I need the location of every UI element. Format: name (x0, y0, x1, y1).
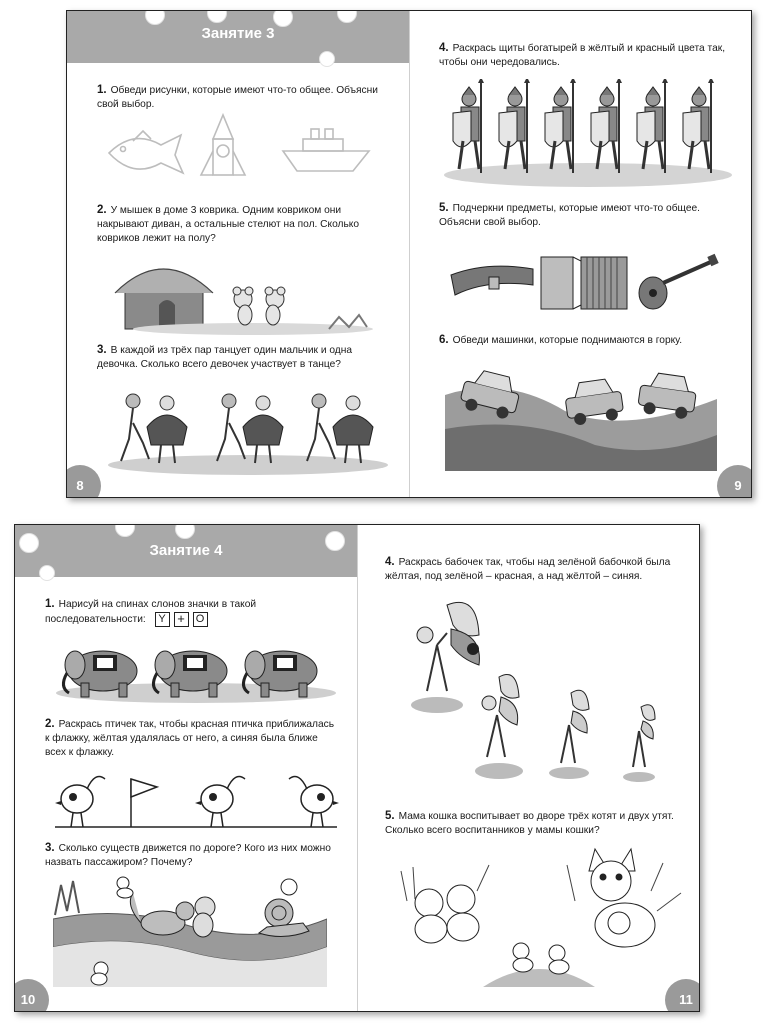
task-6 (439, 333, 729, 348)
lesson-title: Занятие 3 (201, 25, 275, 42)
page-fold (409, 11, 410, 497)
bird-icon (55, 777, 105, 827)
page-number-badge (14, 979, 49, 1012)
kitten-icon (401, 865, 489, 943)
task-4 (385, 555, 685, 584)
guitar-icon (639, 254, 719, 309)
task-3-illustration (53, 875, 327, 987)
task-number: 2. (97, 204, 107, 216)
task-text: Мама кошка воспитывает во дворе трёх котят и двух утят. Сколько всего воспитанников у мамы кошки? (385, 811, 674, 836)
task-1-illustration (51, 637, 341, 705)
task-3 (97, 343, 387, 372)
task-text: Обведи машинки, которые поднимаются в горку. (452, 335, 683, 346)
task-number: 1. (45, 598, 55, 610)
task-number: 5. (439, 202, 449, 214)
lesson-title: Занятие 4 (149, 542, 223, 559)
page-number: 11 (679, 992, 693, 1007)
butterfly-icon (549, 690, 589, 779)
butterfly-icon (623, 705, 655, 782)
task-5 (439, 201, 729, 230)
task-text: У мышек в доме 3 коврика. Одним ковриком они накрывают диван, а остальные стелют на пол. Сколько ковриков лежит на полу? (97, 205, 360, 244)
page-number-badge (717, 465, 752, 498)
task-1 (97, 83, 387, 112)
grass-icon (55, 881, 79, 915)
rocket-tower-outline-icon (201, 115, 245, 175)
task-2-illustration (51, 765, 341, 833)
task-2-illustration (103, 249, 393, 335)
task-5 (385, 809, 685, 838)
task-1 (45, 597, 335, 627)
page-fold (357, 525, 358, 1011)
task-text: Подчеркни предметы, которые имеют что-то общее. Объясни свой выбор. (439, 203, 700, 228)
belt-icon (451, 266, 533, 295)
knight-with-shield-icon (499, 79, 530, 173)
knight-with-shield-icon (683, 79, 714, 173)
mother-cat-icon (567, 849, 681, 947)
mice-icon (233, 287, 285, 325)
task-2 (97, 203, 387, 246)
task-3-illustration (103, 383, 393, 477)
task-text: Обведи рисунки, которые имеют что-то общее. Объясни свой выбор. (97, 85, 378, 110)
snail-icon (259, 899, 309, 937)
task-number: 5. (385, 810, 395, 822)
task-text: Сколько существ движется по дороге? Кого из них можно назвать пассажиром? Почему? (45, 843, 331, 868)
symbol-circle-box: O (193, 612, 208, 627)
symbol-y-box: Y (155, 612, 170, 627)
knight-with-shield-icon (453, 79, 484, 173)
spread-pages-8-9 (66, 10, 752, 498)
accordion-icon (541, 257, 627, 309)
task-number: 6. (439, 334, 449, 346)
task-4-illustration (387, 591, 677, 787)
dancing-pairs-icon (121, 394, 373, 463)
task-text: Раскрась птичек так, чтобы красная птичка приближалась к флажку, жёлтая удалялась от него, а синяя была ближе всех к флажку. (45, 719, 335, 758)
ship-outline-icon (283, 129, 369, 171)
knight-with-shield-icon (545, 79, 576, 173)
bird-icon (289, 777, 339, 827)
fish-outline-icon (109, 131, 183, 173)
ground-shadow (133, 323, 373, 335)
task-6-illustration (445, 355, 717, 471)
task-text: Раскрась бабочек так, чтобы над зелёной бабочкой была жёлтая, под зелёной – красная, а над жёлтой – синяя. (385, 557, 671, 582)
page-number: 8 (76, 478, 84, 493)
symbol-plus-box: + (174, 612, 189, 627)
header-dot (319, 51, 335, 67)
task-number: 2. (45, 718, 55, 730)
task-text: Нарисуй на спинах слонов значки в такой последовательности: (45, 599, 257, 626)
header-dot (39, 565, 55, 581)
frog-icon (117, 877, 133, 898)
task-5-illustration (399, 841, 689, 991)
task-number: 3. (97, 344, 107, 356)
task-4-illustration (443, 79, 733, 187)
page-number: 10 (20, 992, 36, 1007)
cat-icon (193, 897, 215, 937)
task-2 (45, 717, 335, 760)
butterfly-icon (475, 675, 523, 780)
task-4 (439, 41, 729, 70)
task-number: 1. (97, 84, 107, 96)
flag-icon (131, 779, 157, 827)
task-1-illustration (103, 111, 393, 183)
straw-hut-icon (115, 269, 213, 329)
task-number: 4. (385, 556, 395, 568)
spread-pages-10-11 (14, 524, 700, 1012)
task-5-illustration (447, 247, 737, 317)
task-number: 3. (45, 842, 55, 854)
knight-with-shield-icon (637, 79, 668, 173)
task-text: В каждой из трёх пар танцует один мальчик и одна девочка. Сколько всего девочек участвует в танце? (97, 345, 353, 370)
frog-icon (281, 879, 297, 895)
task-number: 4. (439, 42, 449, 54)
task-text: Раскрась щиты богатырей в жёлтый и красный цвета так, чтобы они чередовались. (439, 43, 726, 68)
knight-with-shield-icon (591, 79, 622, 173)
page-number: 9 (734, 478, 742, 493)
symbol-sequence (155, 612, 208, 627)
butterfly-icon (411, 602, 479, 713)
bird-icon (195, 777, 245, 827)
page-number-badge (66, 465, 101, 498)
task-3 (45, 841, 335, 870)
